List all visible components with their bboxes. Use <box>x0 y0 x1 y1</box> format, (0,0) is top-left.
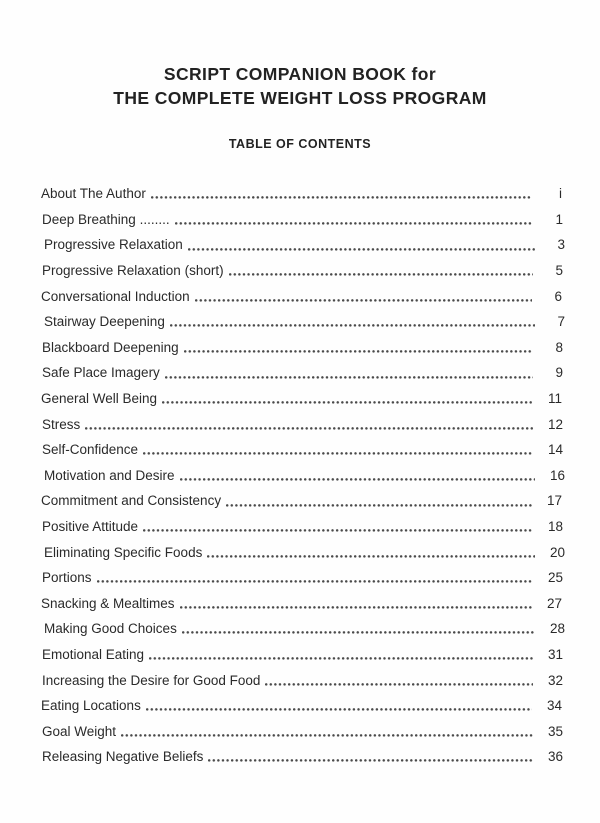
dot-leader <box>184 350 533 353</box>
page-number: 25 <box>547 570 563 586</box>
page-number: 1 <box>555 211 563 227</box>
page-number: 35 <box>547 723 563 739</box>
dot-leader <box>188 248 535 251</box>
page-number: 8 <box>555 339 563 355</box>
toc-entry-title: Releasing Negative Beliefs <box>42 749 204 765</box>
dot-leader <box>165 376 533 379</box>
toc-entry <box>42 668 563 694</box>
toc-entry <box>42 437 563 463</box>
document-title-line2: THE COMPLETE WEIGHT LOSS PROGRAM <box>113 88 487 109</box>
toc-entry-title: Safe Place Imagery <box>42 365 160 381</box>
toc-entry <box>44 540 565 566</box>
toc-entry <box>42 514 563 540</box>
page-number: 14 <box>547 442 563 458</box>
page-number: 6 <box>554 288 562 304</box>
dot-leader <box>97 580 533 583</box>
toc-entry <box>42 412 563 438</box>
toc-entry-title: Goal Weight <box>42 723 117 739</box>
toc-entry-title: About The Author <box>41 186 146 202</box>
document-header <box>0 0 600 151</box>
dot-leader <box>175 222 533 225</box>
toc-entry <box>41 591 562 617</box>
dot-leader <box>146 708 532 711</box>
toc-entry-title: Self-Confidence <box>42 442 139 458</box>
dot-leader <box>182 631 535 634</box>
page-number: 17 <box>546 493 562 509</box>
page-number: 16 <box>549 467 565 483</box>
toc-entry <box>41 488 562 514</box>
toc-entry-title: Stairway Deepening <box>44 314 165 330</box>
page-number: 28 <box>549 621 565 637</box>
toc-entry <box>44 309 565 335</box>
toc-entry-title: Portions <box>42 570 92 586</box>
toc-entry <box>42 258 563 284</box>
toc-entry <box>42 719 563 745</box>
page-number: 36 <box>547 749 563 765</box>
page-number: 18 <box>547 519 563 534</box>
dot-leader <box>143 529 533 532</box>
dot-leader <box>208 759 533 762</box>
toc-entry-title: Blackboard Deepening <box>42 339 179 355</box>
toc-entry-title: Making Good Choices <box>44 621 177 637</box>
toc-entry-title: Snacking & Mealtimes <box>41 595 175 611</box>
toc-entry-title: Deep Breathing ........ <box>42 211 170 227</box>
toc-entry-title: Emotional Eating <box>42 646 145 662</box>
page-number: i <box>559 186 562 202</box>
page-number: 7 <box>557 314 565 330</box>
toc-entry-title: Motivation and Desire <box>44 467 175 483</box>
page-number: 9 <box>555 365 563 381</box>
dot-leader <box>170 324 535 327</box>
dot-leader <box>226 504 532 507</box>
toc-entry-title: Conversational Induction <box>41 288 190 304</box>
page-number: 11 <box>547 391 562 407</box>
document-title-line1: SCRIPT COMPANION BOOK for <box>163 64 437 84</box>
document-title <box>0 62 600 110</box>
dot-leader <box>143 452 533 455</box>
page-number: 31 <box>547 646 563 662</box>
dot-leader <box>121 734 533 737</box>
dot-leader <box>85 427 533 430</box>
dot-leader <box>229 273 533 276</box>
toc-entry-title: Progressive Relaxation <box>44 237 183 253</box>
toc-entry <box>44 463 565 489</box>
toc-entry <box>41 386 562 412</box>
page-number: 5 <box>555 263 563 279</box>
page-number: 20 <box>549 544 565 560</box>
toc-entry-title: Eating Locations <box>41 698 141 714</box>
page-number: 3 <box>557 237 565 253</box>
dot-leader <box>207 555 535 558</box>
toc-entry-title: Progressive Relaxation (short) <box>42 263 224 279</box>
toc-entry-title: General Well Being <box>41 391 158 407</box>
toc-entry <box>42 744 563 770</box>
dot-leader <box>149 657 533 660</box>
dot-leader <box>265 683 533 686</box>
toc-entry <box>42 565 563 591</box>
toc-entry <box>44 616 565 642</box>
page-number: 12 <box>547 416 563 432</box>
dot-leader <box>180 478 535 481</box>
toc-entry <box>42 207 563 233</box>
page-number: 27 <box>546 595 562 611</box>
page-number: 32 <box>547 672 563 688</box>
toc-entry-title: Stress <box>42 416 81 432</box>
toc-entry <box>44 232 565 258</box>
toc-entry-title: Increasing the Desire for Good Food <box>42 672 261 688</box>
dot-leader <box>162 401 532 404</box>
table-of-contents-heading: TABLE OF CONTENTS <box>228 137 372 152</box>
toc-entry <box>42 335 563 361</box>
toc-entry <box>41 181 562 207</box>
page-number: 34 <box>546 698 562 714</box>
toc-entry-title: Positive Attitude <box>42 519 139 534</box>
toc-entry <box>42 360 563 386</box>
toc-entry-title: Commitment and Consistency <box>41 493 222 509</box>
toc-entry <box>41 284 562 310</box>
toc-entry-title: Eliminating Specific Foods <box>44 544 203 560</box>
dot-leader <box>151 196 532 199</box>
toc-list <box>42 181 563 770</box>
dot-leader <box>180 606 532 609</box>
dot-leader <box>195 299 532 302</box>
toc-entry <box>42 642 563 668</box>
toc-entry <box>41 693 562 719</box>
